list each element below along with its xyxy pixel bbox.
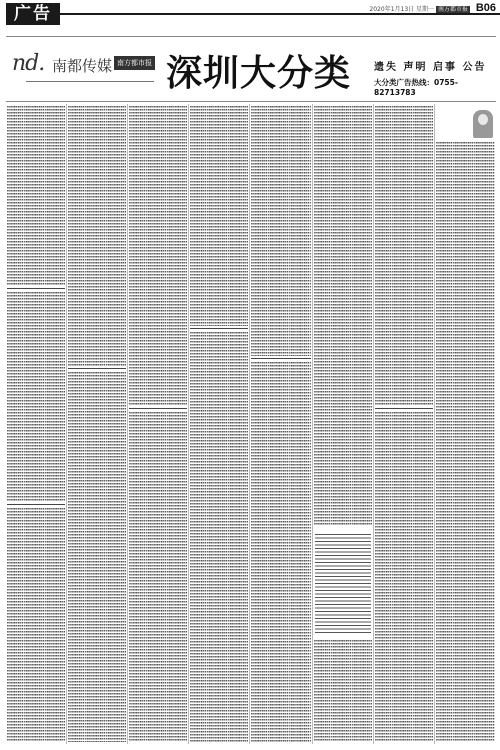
daily-badge: 南方都市报 [437, 6, 468, 13]
section-label: 广告 [6, 3, 60, 25]
column-6 [313, 104, 374, 744]
logo-text: 南都传媒 [52, 57, 113, 75]
page-number: B06 [475, 2, 496, 14]
ad-divider [7, 288, 65, 289]
classified-columns [6, 104, 496, 744]
ad-text-block [129, 106, 187, 406]
banner-title: 深圳大分类 [166, 52, 352, 94]
classified-banner [6, 36, 496, 102]
ad-text-block [7, 292, 65, 502]
ad-divider [190, 328, 248, 329]
page-header [0, 0, 500, 26]
notice-categories: 遗失 声明 启事 公告 [374, 62, 487, 73]
column-3 [128, 104, 189, 744]
ad-text-block [251, 106, 311, 356]
ad-text-block [190, 106, 248, 326]
ad-divider [68, 368, 126, 369]
column-1 [6, 104, 67, 744]
dateline [369, 4, 470, 13]
ad-text-block [7, 106, 65, 286]
column-5 [250, 104, 313, 744]
nd-logo-icon: nd. [12, 51, 45, 76]
ad-divider [375, 408, 433, 409]
ad-text-block [129, 412, 187, 742]
ad-text-block [68, 106, 126, 366]
ad-text-block [375, 106, 433, 406]
portrait-photo [473, 110, 493, 138]
ad-text-block [314, 106, 372, 526]
ad-text-block [68, 372, 126, 742]
ad-hotline: 大分类广告热线：0755-82713783 [374, 78, 458, 97]
ad-divider [129, 408, 187, 409]
ad-divider [7, 504, 65, 505]
logo-badge: 南方都市报 [114, 56, 155, 70]
ad-table [315, 534, 371, 634]
logo-divider [26, 81, 154, 82]
column-2 [67, 104, 128, 744]
ad-text-block [251, 362, 311, 742]
ad-text-block [375, 412, 433, 742]
date-text: 2020年1月13日 星期一 [369, 6, 435, 13]
ad-text-block [190, 332, 248, 742]
ad-text-block [436, 142, 495, 742]
header-rule [60, 13, 500, 15]
column-8 [435, 104, 496, 744]
column-4 [189, 104, 250, 744]
column-7 [374, 104, 435, 744]
ad-text-block [7, 508, 65, 742]
ad-divider [251, 358, 311, 359]
ad-text-block [314, 640, 372, 742]
